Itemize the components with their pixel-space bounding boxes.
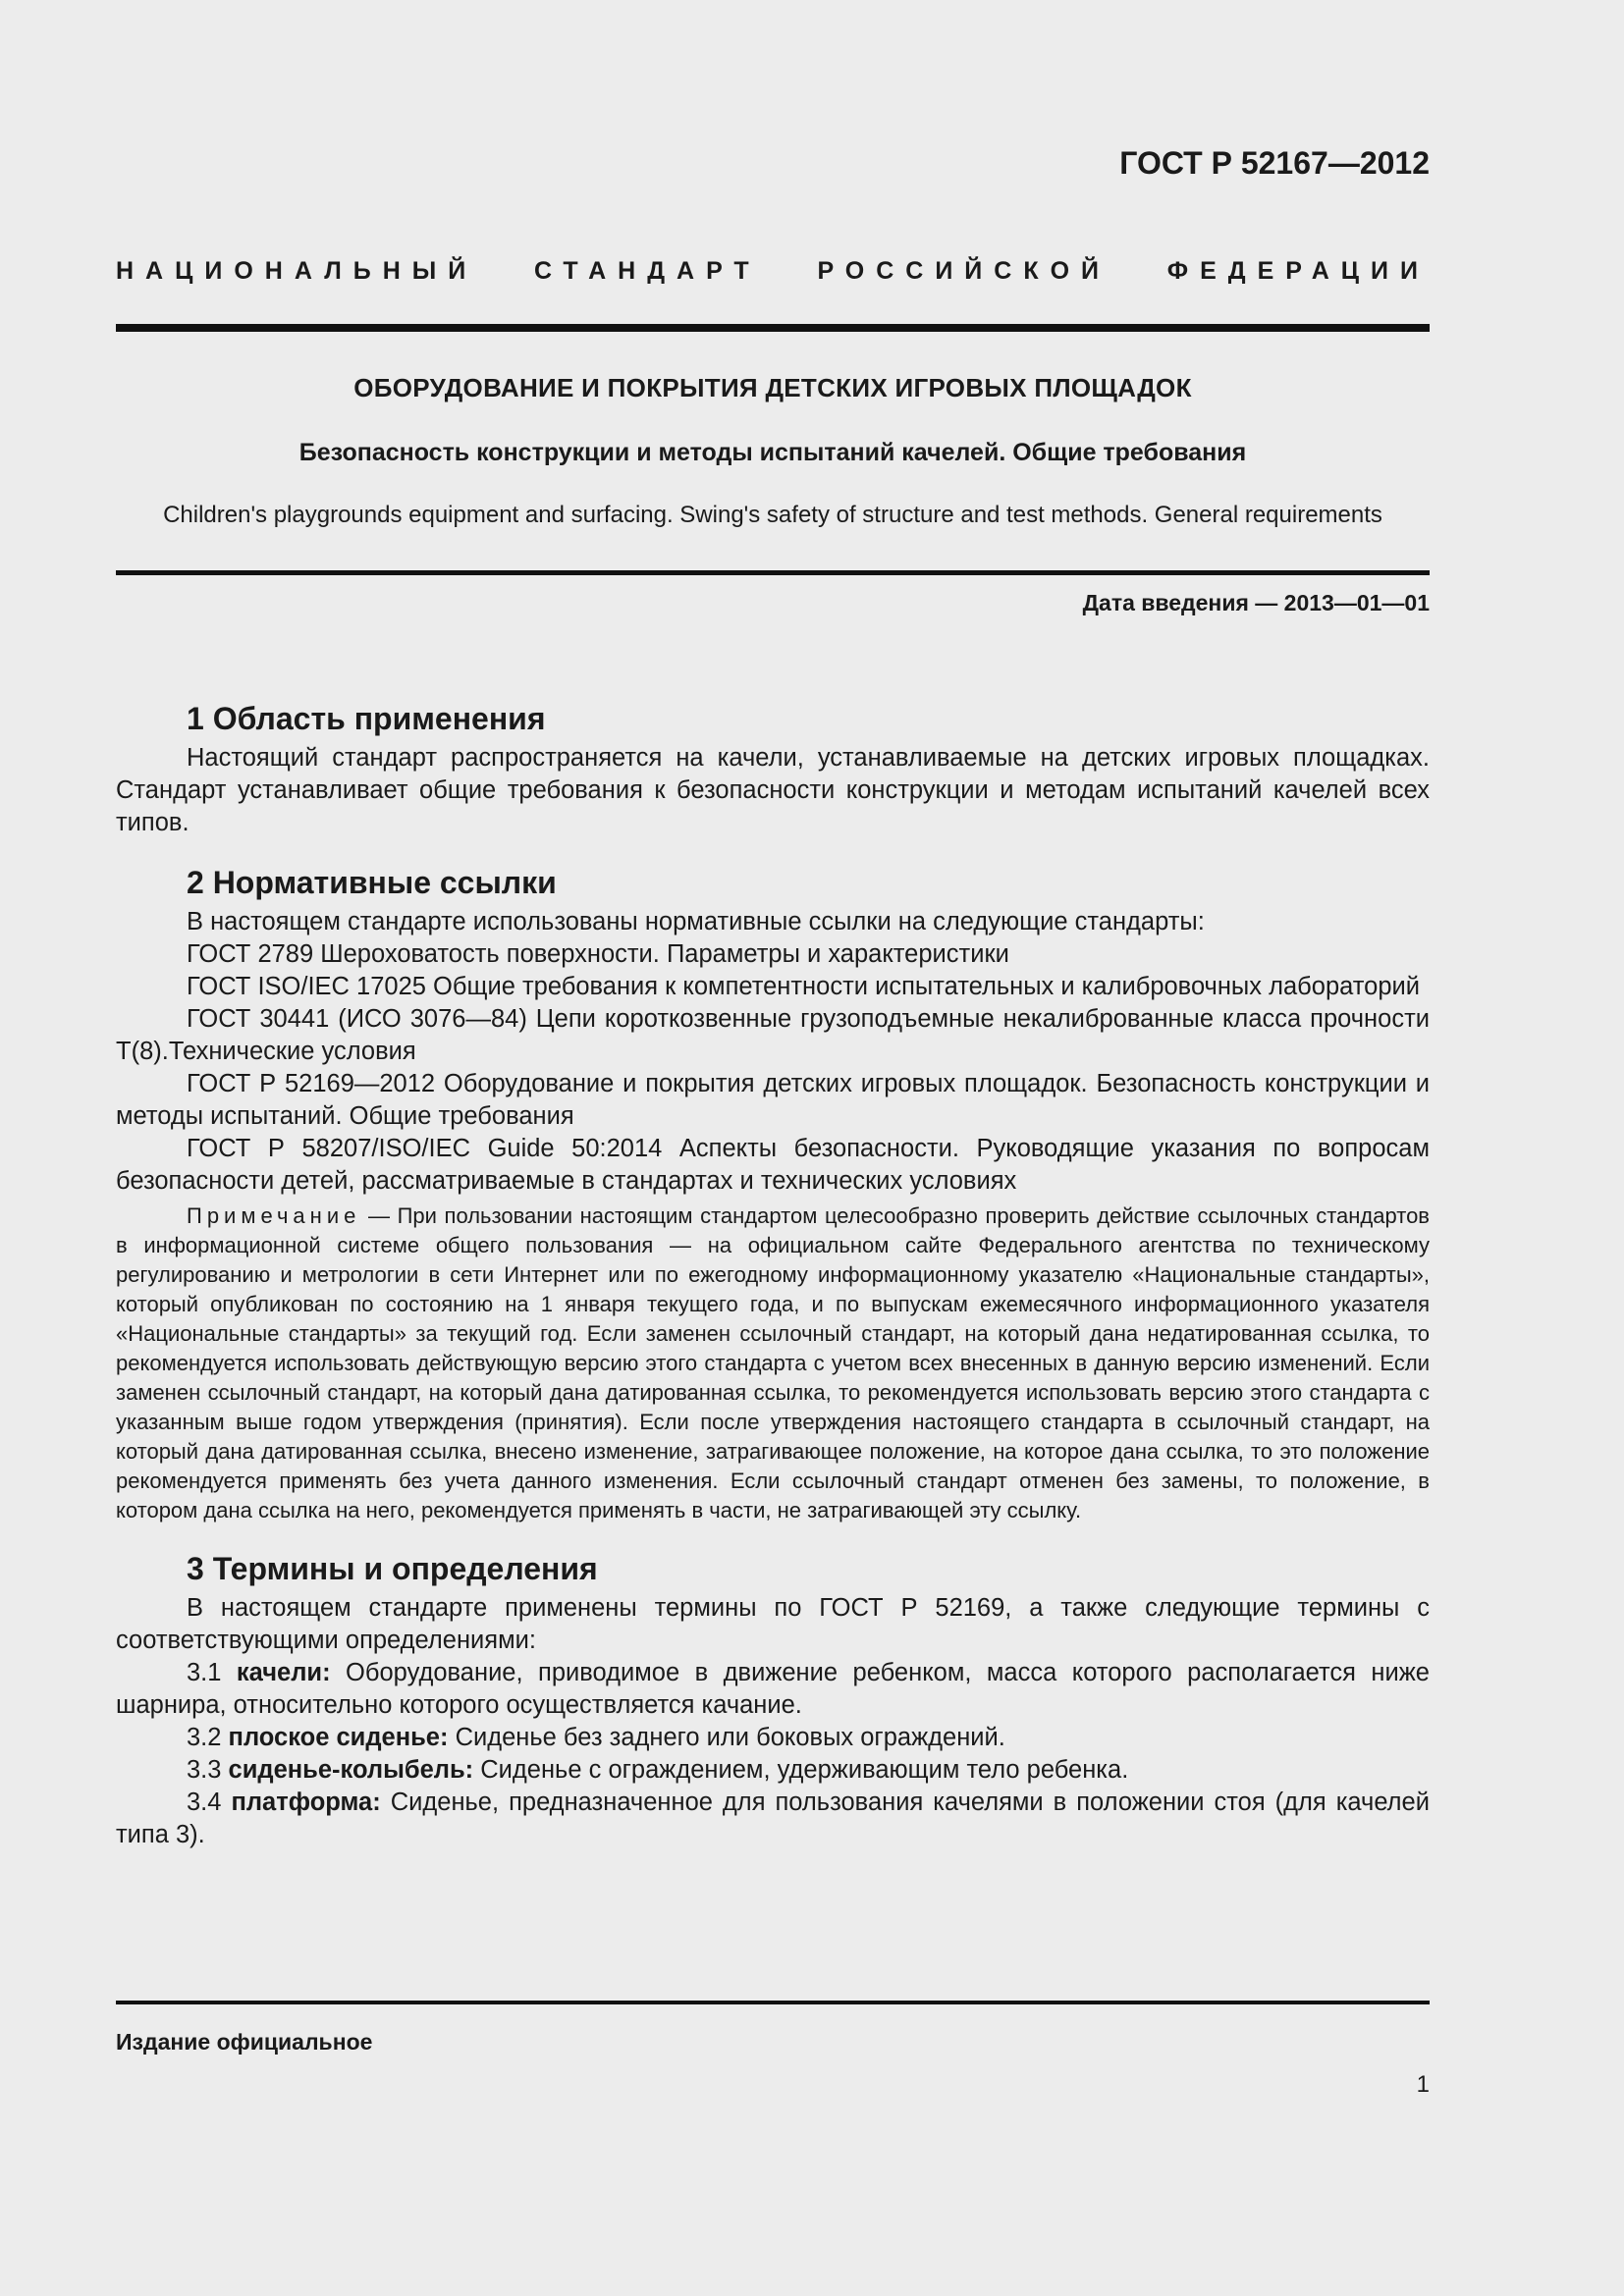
note-label: Примечание [187,1203,361,1228]
term-number: 3.4 [187,1789,232,1816]
reference-item: ГОСТ Р 58207/ISO/IEC Guide 50:2014 Аспекты безопасности. Руководящие указания по вопросам безопасности детей, рассматриваемые в стандартах и технических условиях [116,1135,1430,1195]
term-name: платформа: [231,1789,381,1816]
term-definition [116,1787,1430,1851]
section-heading: 2 Нормативные ссылки [187,865,557,900]
reference-item: ГОСТ ISO/IEC 17025 Общие требования к компетентности испытательных и калибровочных лабораторий [187,973,1420,1000]
document-subtitle: Безопасность конструкции и методы испытаний качелей. Общие требования [298,439,1247,466]
section-heading: 1 Область применения [187,701,546,736]
reference-item: ГОСТ 2789 Шероховатость поверхности. Параметры и характеристики [187,940,1009,968]
section-heading: 3 Термины и определения [187,1551,598,1586]
term-number: 3.2 [187,1724,229,1751]
banner-word: СТАНДАРТ [533,257,761,285]
term-text: Оборудование, приводимое в движение ребенком, масса которого располагается ниже шарнира, относительно которого осуществляется качание. [116,1659,1430,1719]
term-name: качели: [236,1659,331,1686]
paragraph: В настоящем стандарте использованы нормативные ссылки на следующие стандарты: [187,908,1205,935]
term-definition [116,1657,1430,1722]
reference-item: ГОСТ 30441 (ИСО 3076—84) Цепи короткозвенные грузоподъемные некалиброванные класса прочности Т(8).Технические условия [116,1005,1430,1065]
term-name: сиденье-колыбель: [228,1756,474,1784]
page-number: 1 [1416,2071,1430,2098]
footer-divider [116,2001,1430,2004]
top-divider [116,324,1430,332]
document-number: ГОСТ Р 52167—2012 [1119,145,1430,181]
official-edition-label: Издание официальное [116,2029,373,2055]
banner-word: РОССИЙСКОЙ [817,257,1111,285]
term-name: плоское сиденье: [228,1724,449,1751]
paragraph: В настоящем стандарте применены термины по ГОСТ Р 52169, а также следующие термины с соответствующими определениями: [116,1594,1430,1654]
note-text: — При пользовании настоящим стандартом целесообразно проверить действие ссылочных стандартов в информационной системе общего пользования — на официальном сайте Федерального агентства по техническому регулированию и метрологии в сети Интернет или по ежегодному информационному указателю «Национальные стандарты», который опубликован по состоянию на 1 января текущего года, и по выпускам ежемесячного информационного указателя «Национальные стандарты» за текущий год. Если заменен ссылочный стандарт, на который дана недатированная ссылка, то рекомендуется использовать действующую версию этого стандарта с учетом всех внесенных в данную версию изменений. Если заменен ссылочный стандарт, на который дана датированная ссылка, то рекомендуется использовать версию этого стандарта с указанным выше годом утверждения (принятия). Если после утверждения настоящего стандарта в ссылочный стандарт, на который дана датированная ссылка, внесено изменение, затрагивающее положение, на которое дана ссылка, то это положение рекомендуется применять без учета данного изменения. Если ссылочный стандарт отменен без замены, то положение, в котором дана ссылка на него, рекомендуется применять в части, не затрагивающей эту ссылку. [116,1203,1430,1522]
term-definition [116,1754,1430,1787]
national-standard-banner [116,257,1430,286]
banner-word: НАЦИОНАЛЬНЫЙ [116,257,478,285]
introduction-date: Дата введения — 2013—01—01 [1082,590,1430,615]
term-text: Сиденье без заднего или боковых ограждений. [448,1724,1005,1751]
english-title: Children's playgrounds equipment and surfacing. Swing's safety of structure and test methods. General requirements [163,502,1382,528]
term-text: Сиденье, предназначенное для пользования качелями в положении стоя (для качелей типа 3). [116,1789,1430,1848]
document-body [116,695,1430,1851]
banner-word: ФЕДЕРАЦИИ [1166,257,1430,285]
term-definition [116,1722,1430,1754]
title-divider [116,570,1430,575]
reference-item: ГОСТ Р 52169—2012 Оборудование и покрытия детских игровых площадок. Безопасность конструкции и методы испытаний. Общие требования [116,1070,1430,1130]
note [116,1201,1430,1525]
term-number: 3.1 [187,1659,237,1686]
document-title: ОБОРУДОВАНИЕ И ПОКРЫТИЯ ДЕТСКИХ ИГРОВЫХ ПЛОЩАДОК [353,373,1192,402]
term-number: 3.3 [187,1756,229,1784]
term-text: Сиденье с ограждением, удерживающим тело ребенка. [473,1756,1129,1784]
paragraph: Настоящий стандарт распространяется на качели, устанавливаемые на детских игровых площадках. Стандарт устанавливает общие требования к безопасности конструкции и методам испытаний качелей всех типов. [116,744,1430,836]
